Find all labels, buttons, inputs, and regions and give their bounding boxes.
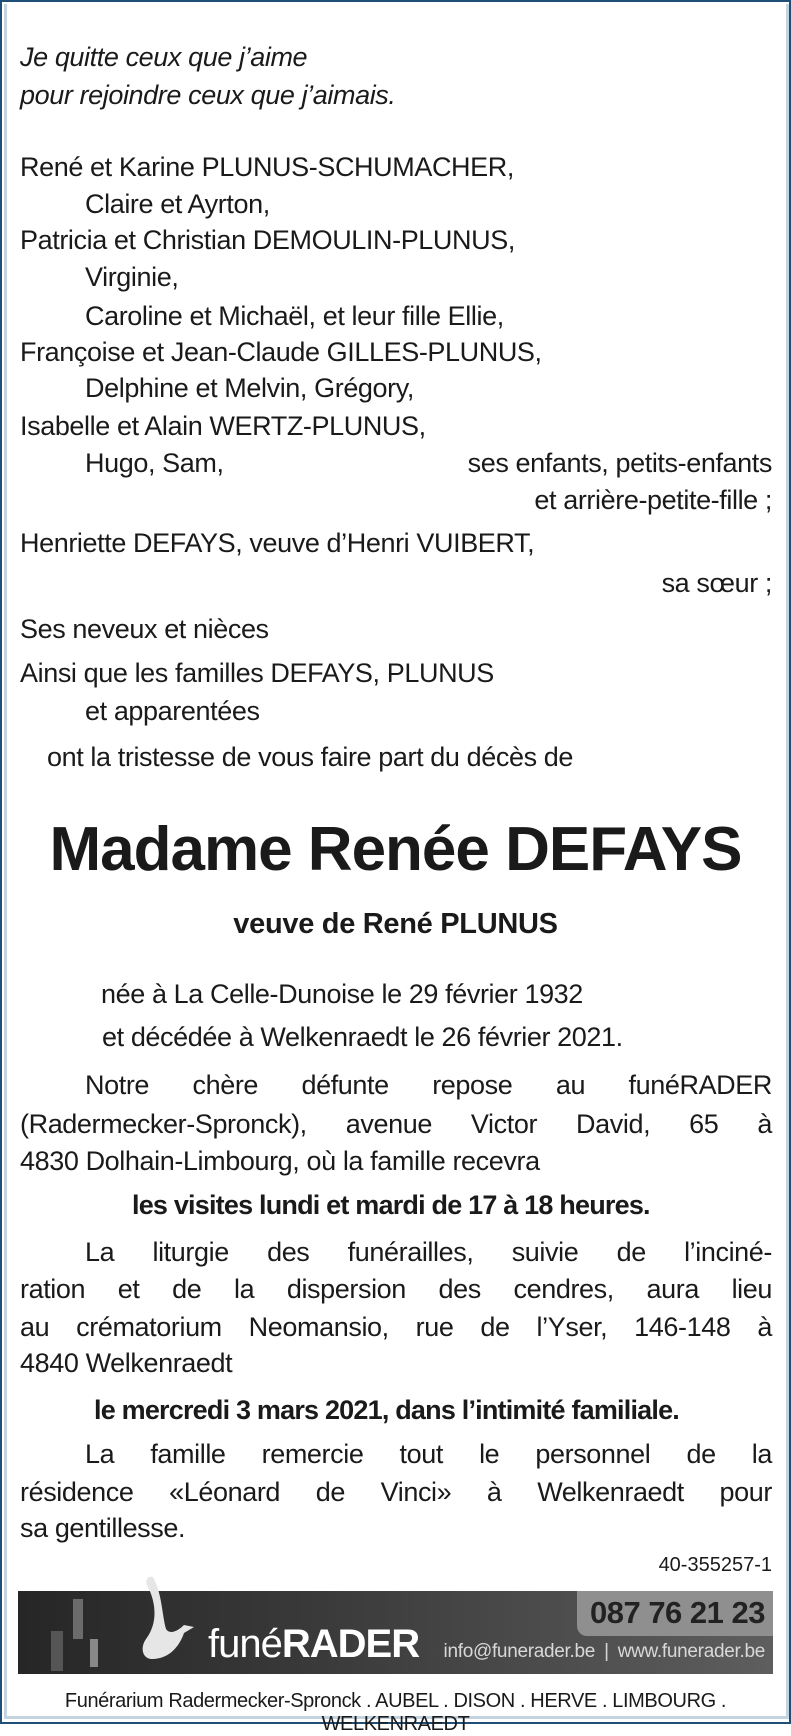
phone-number: 087 76 21 23 (589, 1595, 765, 1630)
body-line: sa gentillesse. (20, 1513, 186, 1543)
relation-line: et arrière-petite-fille ; (534, 485, 772, 515)
email: info@funerader.be (443, 1641, 596, 1662)
family-line: René et Karine PLUNUS-SCHUMACHER, (20, 152, 514, 182)
body-line: 4830 Dolhain-Limbourg, où la famille recevra (20, 1146, 540, 1176)
family-line: Hugo, Sam, (85, 448, 224, 478)
family-line: Caroline et Michaël, et leur fille Ellie, (85, 301, 504, 331)
body-line: Notre chère défunte repose au funéRADER (85, 1070, 772, 1100)
body-line: (Radermecker-Spronck), avenue Victor David, 65 à (20, 1109, 772, 1139)
ceremony-line: le mercredi 3 mars 2021, dans l’intimité familiale. (94, 1395, 679, 1425)
logo-block (73, 1599, 83, 1639)
family-line: Françoise et Jean-Claude GILLES-PLUNUS, (20, 337, 542, 367)
relation-line: ses enfants, petits-enfants (467, 448, 772, 478)
reference-number: 40-355257-1 (658, 1554, 772, 1576)
separator: | (604, 1641, 609, 1662)
epigraph-line: pour rejoindre ceux que j’aimais. (20, 80, 396, 110)
body-line: au crématorium Neomansio, rue de l’Yser, 146-148 à (20, 1312, 772, 1342)
epigraph-line: Je quitte ceux que j’aime (20, 42, 308, 72)
family-line: Claire et Ayrton, (85, 189, 270, 219)
brand-logo (208, 1619, 419, 1669)
brand-light: funé (208, 1622, 282, 1666)
contact-info (444, 1641, 765, 1663)
funeral-home-banner (18, 1591, 773, 1674)
relation-line: sa sœur ; (661, 568, 772, 598)
visits-line: les visites lundi et mardi de 17 à 18 heures. (132, 1190, 650, 1220)
body-line: ration et de la dispersion des cendres, aura lieu (20, 1274, 772, 1304)
body-line: 4840 Welkenraedt (20, 1348, 233, 1378)
body-line: La liturgie des funérailles, suivie de l’inciné- (85, 1237, 772, 1267)
body-line: résidence «Léonard de Vinci» à Welkenraedt pour (20, 1477, 772, 1507)
family-line: Delphine et Melvin, Grégory, (85, 373, 414, 403)
announcement-line: ont la tristesse de vous faire part du décès de (47, 742, 574, 772)
family-line: Virginie, (85, 262, 179, 292)
body-line: La famille remercie tout le personnel de la (85, 1439, 772, 1469)
family-line: Ses neveux et nièces (20, 614, 269, 644)
website: www.funerader.be (617, 1641, 765, 1662)
footer-locations: Funérarium Radermecker-Spronck . AUBEL . DISON . HERVE . LIMBOURG . WELKENRAEDT (64, 1690, 727, 1735)
logo-block (90, 1639, 98, 1667)
phone-box (577, 1591, 773, 1636)
family-line: Henriette DEFAYS, veuve d’Henri VUIBERT, (20, 528, 535, 558)
deceased-name: Madame Renée DEFAYS (49, 815, 742, 884)
deceased-subtitle: veuve de René PLUNUS (233, 908, 558, 940)
family-line: Patricia et Christian DEMOULIN-PLUNUS, (20, 225, 515, 255)
family-line: Isabelle et Alain WERTZ-PLUNUS, (20, 411, 426, 441)
dove-logo-icon (118, 1573, 198, 1673)
death-line: et décédée à Welkenraedt le 26 février 2021. (102, 1022, 623, 1052)
brand-bold: RADER (281, 1622, 420, 1666)
logo-block (51, 1631, 63, 1671)
family-line: et apparentées (85, 696, 260, 726)
birth-line: née à La Celle-Dunoise le 29 février 1932 (101, 979, 583, 1009)
family-line: Ainsi que les familles DEFAYS, PLUNUS (20, 658, 494, 688)
